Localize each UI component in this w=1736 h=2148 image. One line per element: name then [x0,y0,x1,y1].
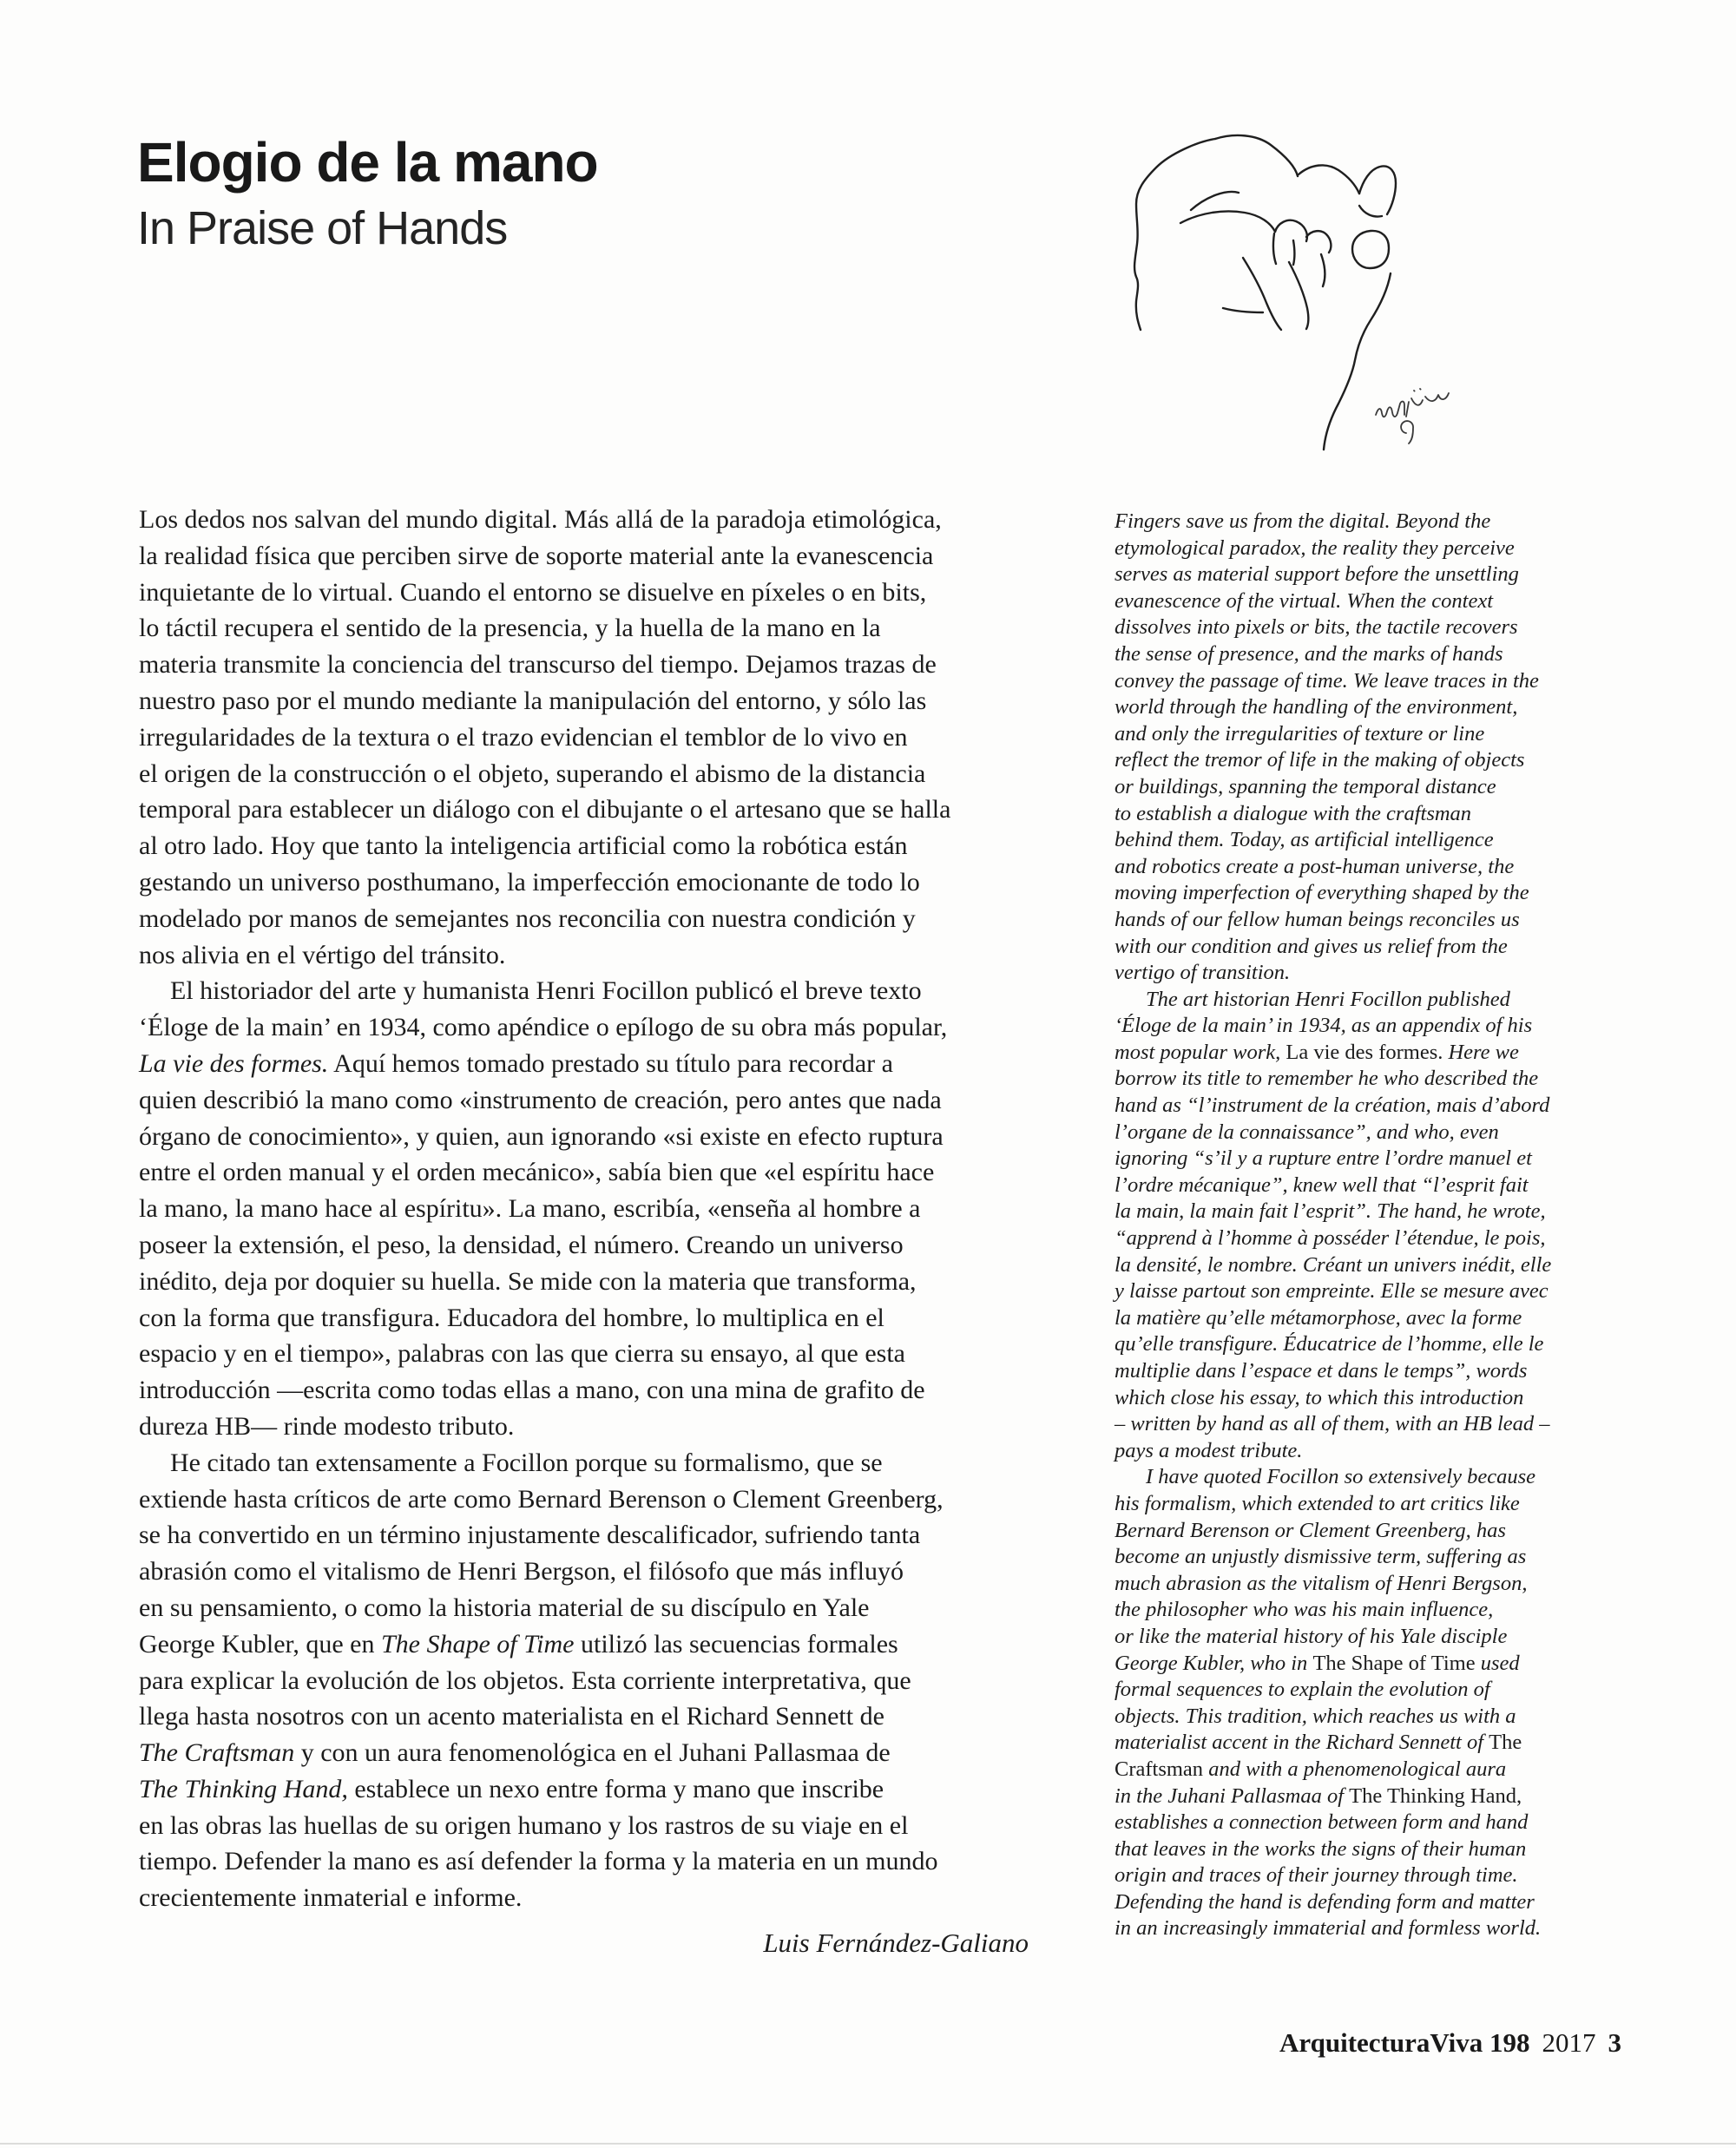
text-line: serves as material support before the unsettling [1115,562,1519,587]
spanish-text [139,502,1089,1916]
artist-signature [1376,389,1449,443]
english-column [1115,509,1622,1942]
text-line: entre el orden manual y el orden mecánico», sabía bien que «el espíritu hace [139,1158,935,1187]
text-line: extiende hasta críticos de arte como Bernard Berenson o Clement Greenberg, [139,1484,944,1514]
text-line: in the Juhani Pallasmaa of The Thinking Hand, [1115,1783,1522,1808]
page-title: Elogio de la mano [137,131,598,194]
text-line: behind them. Today, as artificial intelligence [1115,828,1494,852]
text-line: – written by hand as all of them, with an HB lead – [1115,1412,1550,1436]
text-line: modelado por manos de semejantes nos reconcilia con nuestra condición y [139,903,916,933]
text-line: Los dedos nos salvan del mundo digital. Más allá de la paradoja etimológica, [139,505,942,534]
text-line: etymological paradox, the reality they perceive [1115,535,1515,560]
text-line: George Kubler, que en The Shape of Time utilizó las secuencias formales [139,1629,898,1659]
text-line: Craftsman and with a phenomenological aura [1115,1757,1507,1781]
text-line: abrasión como el vitalismo de Henri Bergson, el filósofo que más influyó [139,1557,904,1586]
text-line: El historiador del arte y humanista Henri Focillon publicó el breve texto [170,976,922,1006]
text-line: I have quoted Focillon so extensively because [1146,1465,1535,1489]
text-line: The art historian Henri Focillon published [1146,987,1510,1011]
text-line: and only the irregularities of texture or line [1115,721,1485,746]
text-line: crecientemente inmaterial e informe. [139,1883,523,1913]
text-line: órgano de conocimiento», y quien, aun ignorando «si existe en efecto ruptura [139,1121,944,1151]
text-line: la densité, le nombre. Créant un univers inédit, elle [1115,1252,1552,1277]
hand-outline [1134,135,1396,450]
spanish-column [139,502,1089,1961]
text-line: much abrasion as the vitalism of Henri Bergson, [1115,1571,1528,1595]
text-line: He citado tan extensamente a Focillon porque su formalismo, que se [170,1448,883,1477]
text-line: inédito, deja por doquier su huella. Se mide con la materia que transforma, [139,1266,917,1296]
text-line: en su pensamiento, o como la historia material de su discípulo en Yale [139,1593,870,1622]
english-text [1115,509,1622,1942]
text-line: The Thinking Hand, establece un nexo entre forma y mano que inscribe [139,1774,884,1803]
text-line: Bernard Berenson or Clement Greenberg, has [1115,1518,1506,1542]
text-line: la realidad física que perciben sirve de soporte material ante la evanescencia [139,541,934,570]
text-line: which close his essay, to which this introduction [1115,1385,1524,1409]
text-line: most popular work, La vie des formes. Here we [1115,1040,1519,1064]
text-line: ignoring “s’il y a rupture entre l’ordre manuel et [1115,1146,1532,1171]
text-line: el origen de la construcción o el objeto, superando el abismo de la distancia [139,759,926,788]
text-line: or like the material history of his Yale disciple [1115,1624,1508,1648]
text-line: origin and traces of their journey through time. [1115,1863,1518,1888]
text-line: materia transmite la conciencia del transcurso del tiempo. Dejamos trazas de [139,650,937,680]
text-line: reflect the tremor of life in the making of objects [1115,748,1525,772]
text-line: The Craftsman y con un aura fenomenológica en el Juhani Pallasmaa de [139,1738,891,1768]
text-line: nuestro paso por el mundo mediante la manipulación del entorno, y sólo las [139,686,927,715]
text-line: convey the passage of time. We leave traces in the [1115,668,1539,693]
text-line: and robotics create a post-human universe, the [1115,854,1515,878]
page-subtitle: In Praise of Hands [137,202,508,254]
text-line: la mano, la mano hace al espíritu». La mano, escribía, «enseña al hombre a [139,1194,921,1224]
text-line: gestando un universo posthumano, la imperfección emocionante de todo lo [139,867,920,897]
text-line: pays a modest tribute. [1115,1438,1303,1462]
text-line: or buildings, spanning the temporal distance [1115,774,1496,798]
text-line: La vie des formes. Aquí hemos tomado prestado su título para recordar a [139,1048,893,1078]
text-line: that leaves in the works the signs of their human [1115,1836,1527,1861]
text-line: his formalism, which extended to art critics like [1115,1491,1520,1515]
text-line: objects. This tradition, which reaches us with a [1115,1704,1516,1728]
text-line: se ha convertido en un término injustamente descalificador, sufriendo tanta [139,1521,921,1550]
page-bottom-edge [0,2143,1736,2145]
text-line: dissolves into pixels or bits, the tactile recovers [1115,615,1518,640]
author-signature-line: Luis Fernández-Galiano [763,1928,1029,1959]
text-line: ‘Éloge de la main’ in 1934, as an appendix of his [1115,1014,1533,1038]
text-line: la main, la main fait l’esprit”. The hand, he wrote, [1115,1199,1546,1224]
text-line: materialist accent in the Richard Sennett of The [1115,1731,1522,1755]
text-line: with our condition and gives us relief from the [1115,934,1508,958]
text-line: ‘Éloge de la main’ en 1934, como apéndice o epílogo de su obra más popular, [139,1013,948,1042]
text-line: en las obras las huellas de su origen humano y los rastros de su viaje en el [139,1810,909,1840]
text-line: nos alivia en el vértigo del tránsito. [139,940,506,969]
text-line: con la forma que transfigura. Educadora del hombre, lo multiplica en el [139,1303,884,1332]
text-line: formal sequences to explain the evolution of [1115,1678,1490,1702]
text-line: la matière qu’elle métamorphose, avec la forme [1115,1305,1522,1330]
text-line: irregularidades de la textura o el trazo evidencian el temblor de lo vivo en [139,722,908,752]
text-line: evanescence of the virtual. When the context [1115,588,1494,613]
page-number: 3 [1608,2027,1621,2058]
text-line: establishes a connection between form and hand [1115,1810,1529,1835]
text-line: Fingers save us from the digital. Beyond the [1115,509,1491,533]
text-line: moving imperfection of everything shaped by the [1115,881,1529,905]
text-line: para explicar la evolución de los objetos. Esta corriente interpretativa, que [139,1665,911,1695]
text-line: become an unjustly dismissive term, suffering as [1115,1545,1527,1569]
text-line: inquietante de lo virtual. Cuando el entorno se disuelve en píxeles o en bits, [139,577,927,607]
magazine-name-issue: ArquitecturaViva 198 [1279,2027,1530,2058]
text-line: vertigo of transition. [1115,961,1291,985]
text-line: y laisse partout son empreinte. Elle se mesure avec [1115,1279,1549,1304]
text-line: l’ordre mécanique”, knew well that “l’esprit fait [1115,1173,1529,1197]
text-line: poseer la extensión, el peso, la densidad, el número. Creando un universo [139,1230,904,1259]
text-line: l’organe de la connaissance”, and who, even [1115,1120,1499,1144]
text-line: dureza HB— rinde modesto tributo. [139,1411,515,1441]
text-line: the sense of presence, and the marks of hands [1115,641,1503,666]
text-line: introducción —escrita como todas ellas a mano, con una mina de grafito de [139,1376,925,1405]
text-line: quien describió la mano como «instrumento de creación, pero antes que nada [139,1085,942,1114]
text-line: llega hasta nosotros con un acento materialista en el Richard Sennett de [139,1702,884,1731]
text-line: hand as “l’instrument de la création, mais d’abord [1115,1094,1550,1118]
text-line: temporal para establecer un diálogo con el dibujante o el artesano que se halla [139,795,951,824]
text-line: hands of our fellow human beings reconciles us [1115,907,1520,931]
text-line: to establish a dialogue with the craftsman [1115,801,1472,825]
text-line: borrow its title to remember he who described the [1115,1067,1539,1091]
text-line: in an increasingly immaterial and formless world. [1115,1916,1542,1941]
page-footer [1279,2027,1621,2059]
text-line: multiplie dans l’espace et dans le temps”, words [1115,1359,1528,1383]
text-line: tiempo. Defender la mano es así defender la forma y la materia en un mundo [139,1847,938,1876]
footer-year: 2017 [1542,2027,1596,2058]
text-line: Defending the hand is defending form and matter [1115,1889,1535,1914]
text-line: “apprend à l’homme à posséder l’étendue, le pois, [1115,1226,1546,1251]
text-line: lo táctil recupera el sentido de la presencia, y la huella de la mano en la [139,614,881,643]
text-line: espacio y en el tiempo», palabras con las que cierra su ensayo, al que esta [139,1339,905,1369]
text-line: al otro lado. Hoy que tanto la inteligencia artificial como la robótica están [139,831,908,861]
text-line: George Kubler, who in The Shape of Time used [1115,1651,1520,1675]
text-line: the philosopher who was his main influence, [1115,1598,1494,1622]
hand-sketch-drawing [1087,80,1521,479]
text-line: qu’elle transfigure. Éducatrice de l’homme, elle le [1115,1332,1544,1356]
text-line: world through the handling of the environment, [1115,695,1518,719]
